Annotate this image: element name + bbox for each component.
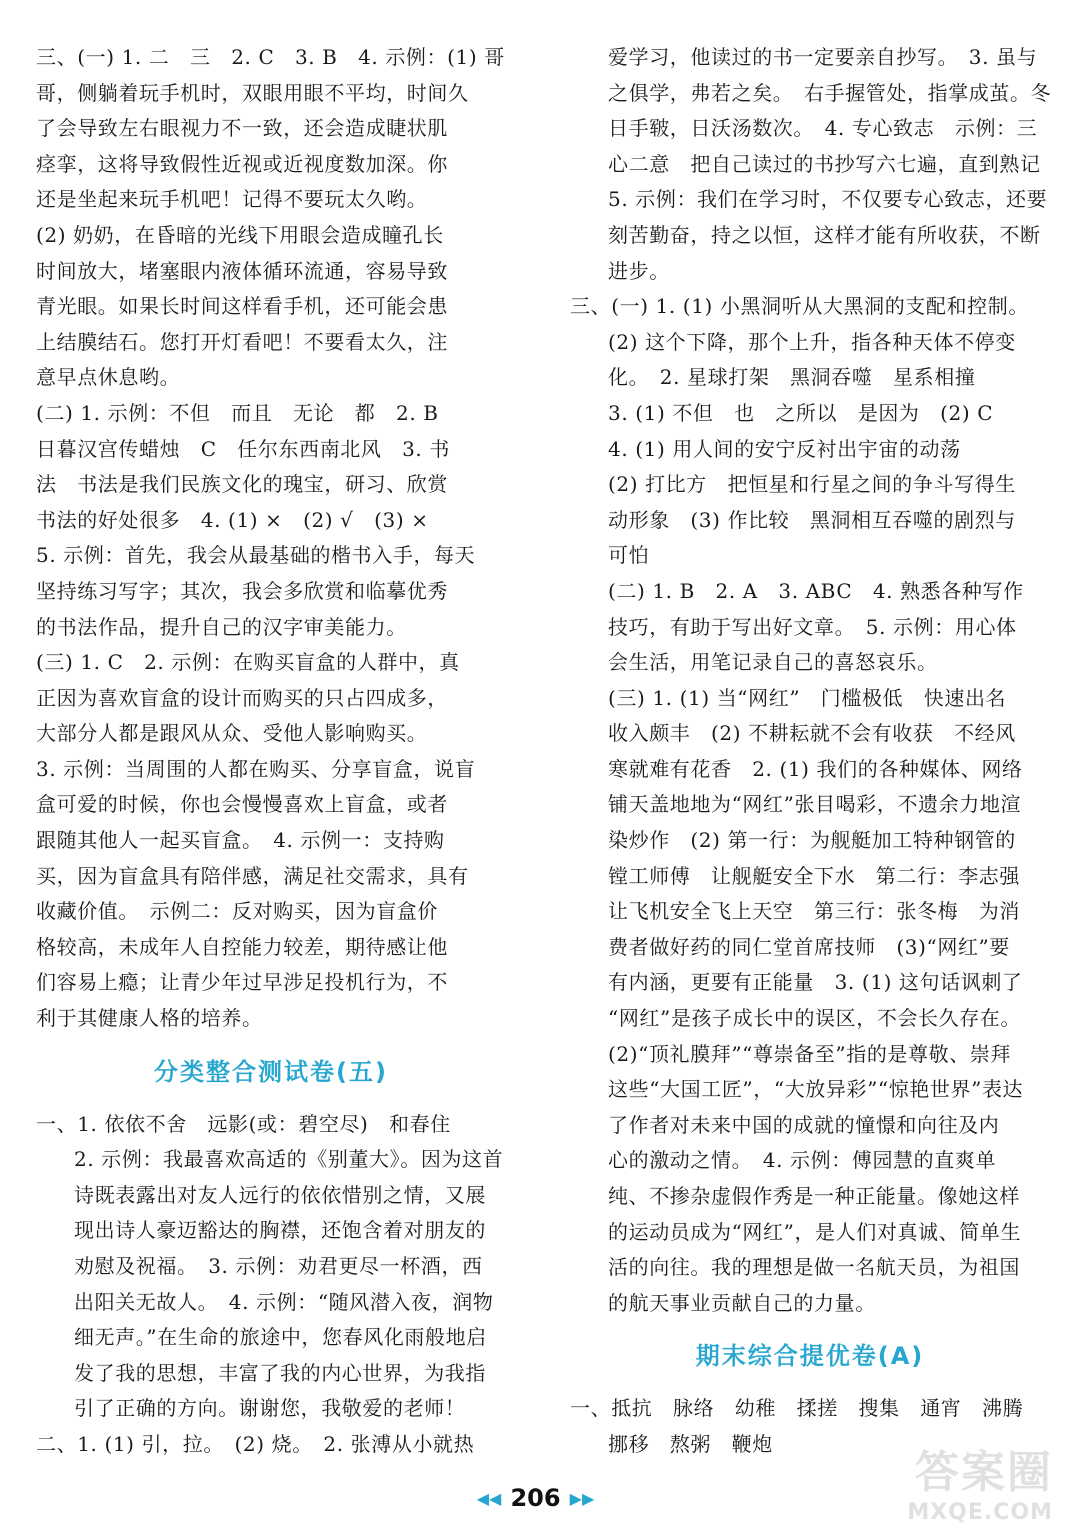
answer-line: 纯、不掺杂虚假作秀是一种正能量。像她这样 xyxy=(608,1184,1020,1208)
answer-line: 出阳关无故人。 4. 示例：“随风潜入夜，润物 xyxy=(74,1289,494,1314)
answer-line: 的运动员成为“网红”，是人们对真诚、简单生 xyxy=(608,1219,1022,1244)
answer-line: 引了正确的方向。谢谢您，我敬爱的老师！ xyxy=(74,1396,466,1421)
answer-line: 5. 示例：首先，我会从最基础的楷书入手，每天 xyxy=(36,543,476,568)
answer-line: 费者做好药的同仁堂首席技师 (3)“网红”要 xyxy=(608,934,1010,959)
answer-line: 让飞机安全飞上天空 第三行：张冬梅 为消 xyxy=(608,899,1020,924)
answer-line: 这些“大国工匠”，“大放异彩”“惊艳世界”表达 xyxy=(608,1077,1024,1102)
watermark-title: 答案圈 xyxy=(915,1447,1053,1498)
answer-line: 3. 示例：当周围的人都在购买、分享盲盒，说盲 xyxy=(36,756,476,781)
answer-line: 青光眼。如果长时间这样看手机，还可能会患 xyxy=(36,294,448,319)
answer-line: 有内涵，更要有正能量 3. (1) 这句话讽刺了 xyxy=(608,970,1023,995)
answer-line: 寒就难有花香 2. (1) 我们的各种媒体、网络 xyxy=(608,756,1023,781)
answer-line: 发了我的思想，丰富了我的内心世界，为我指 xyxy=(74,1360,486,1385)
answer-line: 进步。 xyxy=(608,258,670,283)
answer-line: 的书法作品，提升自己的汉字审美能力。 xyxy=(36,614,407,639)
answer-line: 跟随其他人一起买盲盒。 4. 示例一：支持购 xyxy=(36,828,445,853)
answer-line: 之俱学，弗若之矣。 右手握管处，指掌成茧。冬 xyxy=(608,80,1052,105)
answer-line: 了会导致左右眼视力不一致，还会造成睫状肌 xyxy=(36,116,448,141)
answer-line: 格较高，未成年人自控能力较差，期待感让他 xyxy=(36,934,448,959)
answer-line: 日手皲，日沃汤数次。 4. 专心致志 示例：三 xyxy=(608,116,1038,141)
answer-line: 心二意 把自己读过的书抄写六七遍，直到熟记 xyxy=(608,151,1041,176)
answer-line: 意早点休息哟。 xyxy=(36,365,181,390)
answer-line: 们容易上瘾；让青少年过早涉足投机行为，不 xyxy=(36,970,448,995)
left-column xyxy=(36,40,506,1463)
next-arrow-icon: ▶▶ xyxy=(569,1488,595,1508)
answer-line: 上结膜结石。您打开灯看吧！不要看太久，注 xyxy=(36,329,448,354)
answer-line: 动形象 (3) 作比较 黑洞相互吞噬的剧烈与 xyxy=(608,507,1016,532)
answer-line: 铺天盖地地为“网红”张目喝彩，不遗余力地渲 xyxy=(608,792,1022,817)
answer-line: 活的向往。我的理想是做一名航天员，为祖国 xyxy=(608,1255,1020,1280)
answer-line: 心的激动之情。 4. 示例：傅园慧的直爽单 xyxy=(608,1148,997,1173)
right-column xyxy=(570,40,1050,1463)
section-title: 期末综合提优卷(A) xyxy=(695,1342,925,1371)
answer-line: 大部分人都是跟风从众、受他人影响购买。 xyxy=(36,721,428,746)
answer-line: 哥，侧躺着玩手机时，双眼用眼不平均，时间久 xyxy=(36,80,469,105)
answer-line: 劝慰及祝福。 3. 示例：劝君更尽一杯酒，西 xyxy=(74,1254,483,1278)
answer-line: 刻苦勤奋，持之以恒，这样才能有所收获，不断 xyxy=(608,222,1041,247)
answer-line: (二) 1. B 2. A 3. ABC 4. 熟悉各种写作 xyxy=(608,578,1024,603)
answer-line: 诗既表露出对友人远行的依依惜别之情，又展 xyxy=(74,1182,486,1207)
answer-line: 2. 示例：我最喜欢高适的《别董大》。因为这首 xyxy=(74,1147,504,1172)
answer-line: 技巧，有助于写出好文章。 5. 示例：用心体 xyxy=(608,614,1017,639)
answer-line: 染炒作 (2) 第一行：为舰艇加工特种钢管的 xyxy=(608,828,1016,853)
answer-line: 可怕 xyxy=(608,543,650,568)
answer-line: 坚持练习写字；其次，我会多欣赏和临摹优秀 xyxy=(36,578,448,603)
answer-line: 5. 示例：我们在学习时，不仅要专心致志，还要 xyxy=(608,187,1048,212)
answer-line: “网红”是孩子成长中的误区，不会长久存在。 xyxy=(608,1006,1022,1031)
answer-line: 挪移 熬粥 鞭炮 xyxy=(608,1431,773,1456)
answer-line: 二、1. (1) 引，拉。 (2) 烧。 2. 张溥从小就热 xyxy=(36,1431,475,1456)
answer-line: 4. (1) 用人间的安宁反衬出宇宙的动荡 xyxy=(608,436,961,461)
answer-line: 爱学习，他读过的书一定要亲自抄写。 3. 虽与 xyxy=(608,45,1038,69)
page-number: 206 xyxy=(510,1484,561,1512)
answer-line: (二) 1. 示例：不但 而且 无论 都 2. B xyxy=(36,400,439,425)
answer-line: (2) 奶奶，在昏暗的光线下用眼会造成瞳孔长 xyxy=(36,222,444,247)
answer-line: (2)“顶礼膜拜”“尊崇备至”指的是尊敬、崇拜 xyxy=(608,1041,1012,1066)
answer-line: (三) 1. C 2. 示例：在购买盲盒的人群中，真 xyxy=(36,650,460,675)
answer-line: 正因为喜欢盲盒的设计而购买的只占四成多， xyxy=(36,685,448,710)
answer-line: 会生活，用笔记录自己的喜怒哀乐。 xyxy=(608,650,938,675)
watermark-url: MXQE.COM xyxy=(907,1500,1053,1525)
answer-line: 化。 2. 星球打架 黑洞吞噬 星系相撞 xyxy=(608,365,976,390)
answer-line: 还是坐起来玩手机吧！记得不要玩太久哟。 xyxy=(36,187,428,212)
section-title: 分类整合测试卷(五) xyxy=(154,1057,388,1086)
answer-line: 三、(一) 1. 二 三 2. C 3. B 4. 示例：(1) 哥 xyxy=(36,45,505,69)
answer-line: 时间放大，堵塞眼内液体循环流通，容易导致 xyxy=(36,258,448,283)
watermark-logo xyxy=(883,1436,1053,1526)
answer-line: 细无声。”在生命的旅途中，您春风化雨般地启 xyxy=(74,1325,487,1350)
answer-line: (三) 1. (1) 当“网红” 门槛极低 快速出名 xyxy=(608,685,1007,710)
answer-line: 收入颇丰 (2) 不耕耘就不会有收获 不经风 xyxy=(608,721,1016,746)
answer-line: 了作者对未来中国的成就的憧憬和向往及内 xyxy=(608,1112,1000,1137)
answer-line: 利于其健康人格的培养。 xyxy=(36,1006,263,1031)
answer-line: (2) 打比方 把恒星和行星之间的争斗写得生 xyxy=(608,472,1016,497)
answer-line: 日暮汉宫传蜡烛 C 任尔东西南北风 3. 书 xyxy=(36,436,450,461)
answer-line: 收藏价值。 示例二：反对购买，因为盲盒价 xyxy=(36,899,438,924)
answer-line: 一、1. 依依不舍 远影(或：碧空尽) 和春住 xyxy=(36,1111,451,1136)
prev-arrow-icon: ◀◀ xyxy=(476,1488,502,1508)
answer-line: 书法的好处很多 4. (1) × (2) √ (3) × xyxy=(36,507,429,532)
answer-line: 3. (1) 不但 也 之所以 是因为 (2) C xyxy=(608,400,994,425)
answer-line: 镗工师傅 让舰艇安全下水 第二行：李志强 xyxy=(608,863,1020,888)
answer-line: 痉挛，这将导致假性近视或近视度数加深。你 xyxy=(36,151,448,176)
answer-line: 现出诗人豪迈豁达的胸襟，还饱含着对朋友的 xyxy=(74,1218,486,1243)
answer-line: 法 书法是我们民族文化的瑰宝，研习、欣赏 xyxy=(36,472,448,497)
answer-line: 三、(一) 1. (1) 小黑洞听从大黑洞的支配和控制。 xyxy=(570,294,1029,319)
answer-line: 的航天事业贡献自己的力量。 xyxy=(608,1290,876,1315)
answer-line: 一、抵抗 脉络 幼稚 揉搓 搜集 通宵 沸腾 xyxy=(570,1396,1024,1421)
answer-line: (2) 这个下降，那个上升，指各种天体不停变 xyxy=(608,329,1016,354)
answer-line: 买，因为盲盒具有陪伴感，满足社交需求，具有 xyxy=(36,863,469,888)
answer-line: 盒可爱的时候，你也会慢慢喜欢上盲盒，或者 xyxy=(36,792,448,817)
